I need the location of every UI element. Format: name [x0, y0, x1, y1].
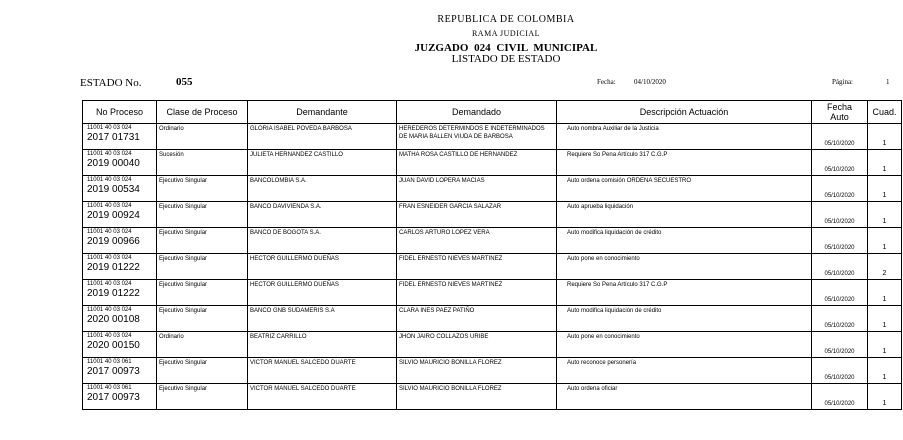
table-row [83, 176, 902, 202]
cuad-cell: 1 [868, 384, 902, 410]
actuacion-cell: Auto modifica liquidación de crédito [557, 306, 812, 332]
demandado-cell: CARLOS ARTURO LOPEZ VERA [397, 228, 557, 254]
cuad-cell: 1 [868, 280, 902, 306]
table-row [83, 358, 902, 384]
proceso-numero: 2017 00973 [87, 366, 140, 377]
col-descripcion-header: Descripción Actuación [557, 101, 812, 124]
clase-cell: Ejecutivo Singular [157, 176, 248, 202]
header-listado: LISTADO DE ESTADO [451, 53, 561, 65]
demandante-cell: BANCOLOMBIA S.A. [248, 176, 397, 202]
proceso-numero: 2019 00040 [87, 158, 140, 169]
col-fecha-auto-header: Fecha Auto [812, 101, 868, 124]
header-rama: RAMA JUDICIAL [471, 29, 541, 38]
demandante-cell: BANCO GNB SUDAMERIS S.A [248, 306, 397, 332]
demandante-cell: VICTOR MANUEL SALCEDO DUARTE [248, 358, 397, 384]
col-no-proceso-header: No Proceso [83, 101, 157, 124]
proceso-cell [83, 384, 157, 410]
table-row [83, 332, 902, 358]
demandante-cell: GLORIA ISABEL POVEDA BARBOSA [248, 124, 397, 150]
proceso-numero: 2019 01222 [87, 262, 140, 273]
radicado: 11001 40 03 024 [87, 307, 132, 313]
actuacion-cell: Requiere So Pena Artículo 317 C.G.P [557, 150, 812, 176]
radicado: 11001 40 03 024 [87, 281, 132, 287]
actuacion-cell: Auto ordena oficiar [557, 384, 812, 410]
demandado-cell: FIDEL ERNESTO NIEVES MARTINEZ [397, 254, 557, 280]
proceso-numero: 2019 00534 [87, 184, 140, 195]
fecha-auto-cell: 05/10/2020 [812, 228, 868, 254]
fecha-auto-cell: 05/10/2020 [812, 306, 868, 332]
actuacion-cell: Auto reconoce personería [557, 358, 812, 384]
table-row [83, 124, 902, 150]
demandado-cell: SILVIO MAURICIO BONILLA FLOREZ [397, 384, 557, 410]
table-row [83, 150, 902, 176]
proceso-cell [83, 332, 157, 358]
cuad-cell: 1 [868, 358, 902, 384]
radicado: 11001 40 03 061 [87, 385, 132, 391]
actuacion-cell: Auto aprueba liquidación [557, 202, 812, 228]
fecha-auto-cell: 05/10/2020 [812, 332, 868, 358]
proceso-cell [83, 280, 157, 306]
estado-label: ESTADO No. [80, 77, 142, 89]
proceso-cell [83, 202, 157, 228]
table-row [83, 254, 902, 280]
cuad-cell: 1 [868, 306, 902, 332]
proceso-numero: 2019 00924 [87, 210, 140, 221]
col-demandante-header: Demandante [248, 101, 397, 124]
pagina-label: Página: [832, 78, 853, 86]
clase-cell: Sucesión [157, 150, 248, 176]
proceso-numero: 2020 00150 [87, 340, 140, 351]
proceso-cell [83, 228, 157, 254]
clase-cell: Ejecutivo Singular [157, 202, 248, 228]
radicado: 11001 40 03 024 [87, 151, 132, 157]
col-clase-proceso-header: Clase de Proceso [157, 101, 248, 124]
header-juzgado: JUZGADO 024 CIVIL MUNICIPAL [414, 42, 598, 54]
cuad-cell: 1 [868, 332, 902, 358]
demandado-cell: JHON JAIRO COLLAZOS URIBE [397, 332, 557, 358]
estado-table [82, 100, 902, 410]
table-row [83, 202, 902, 228]
col-demandado-header: Demandado [397, 101, 557, 124]
fecha-label: Fecha: [597, 78, 616, 86]
fecha-auto-cell: 05/10/2020 [812, 124, 868, 150]
cuad-cell: 1 [868, 202, 902, 228]
table-row [83, 280, 902, 306]
demandado-cell: MATHA ROSA CASTILLO DE HERNANDEZ [397, 150, 557, 176]
actuacion-cell: Requiere So Pena Artículo 317 C.G.P [557, 280, 812, 306]
demandado-cell: HEREDEROS DETERMINDOS E INDETERMINADOS DE MARIA BALLEN VIUDA DE BARBOSA [397, 124, 557, 150]
radicado: 11001 40 03 061 [87, 359, 132, 365]
fecha-auto-cell: 05/10/2020 [812, 254, 868, 280]
proceso-cell [83, 358, 157, 384]
col-cuad-header: Cuad. [868, 101, 902, 124]
radicado: 11001 40 03 024 [87, 255, 132, 261]
fecha-value: 04/10/2020 [634, 78, 666, 86]
cuad-cell: 1 [868, 150, 902, 176]
radicado: 11001 40 03 024 [87, 333, 132, 339]
table-row [83, 384, 902, 410]
fecha-auto-cell: 05/10/2020 [812, 176, 868, 202]
cuad-cell: 1 [868, 228, 902, 254]
radicado: 11001 40 03 024 [87, 177, 132, 183]
demandante-cell: HECTOR GUILLERMO DUEÑAS [248, 280, 397, 306]
clase-cell: Ordinario [157, 332, 248, 358]
demandante-cell: HECTOR GUILLERMO DUEÑAS [248, 254, 397, 280]
radicado: 11001 40 03 024 [87, 229, 132, 235]
demandado-cell: FRAN ESNEIDER GARCIA SALAZAR [397, 202, 557, 228]
demandante-cell: BANCO DE BOGOTA S.A. [248, 228, 397, 254]
proceso-numero: 2017 01731 [87, 132, 140, 143]
demandado-cell: SILVIO MAURICIO BONILLA FLOREZ [397, 358, 557, 384]
demandante-cell: BEATRIZ CARRILLO [248, 332, 397, 358]
radicado: 11001 40 03 024 [87, 125, 132, 131]
fecha-auto-cell: 05/10/2020 [812, 280, 868, 306]
actuacion-cell: Auto ordena comisión ORDENA SECUESTRO [557, 176, 812, 202]
table-header-row [83, 101, 902, 124]
table-row [83, 306, 902, 332]
cuad-cell: 1 [868, 176, 902, 202]
proceso-numero: 2017 00973 [87, 392, 140, 403]
demandante-cell: BANCO DAVIVIENDA S.A. [248, 202, 397, 228]
actuacion-cell: Auto pone en conocimiento [557, 254, 812, 280]
actuacion-cell: Auto nombra Auxiliar de la Justicia [557, 124, 812, 150]
fecha-auto-cell: 05/10/2020 [812, 150, 868, 176]
demandante-cell: VICTOR MANUEL SALCEDO DUARTE [248, 384, 397, 410]
proceso-cell [83, 150, 157, 176]
actuacion-cell: Auto pone en conocimiento [557, 332, 812, 358]
cuad-cell: 1 [868, 124, 902, 150]
demandado-cell: JUAN DAVID LOPERA MACIAS [397, 176, 557, 202]
table-body [83, 124, 902, 410]
clase-cell: Ejecutivo Singular [157, 358, 248, 384]
fecha-auto-cell: 05/10/2020 [812, 358, 868, 384]
fecha-auto-cell: 05/10/2020 [812, 384, 868, 410]
header-republic: REPUBLICA DE COLOMBIA [437, 14, 575, 25]
clase-cell: Ejecutivo Singular [157, 228, 248, 254]
radicado: 11001 40 03 024 [87, 203, 132, 209]
clase-cell: Ejecutivo Singular [157, 254, 248, 280]
demandado-cell: FIDEL ERNESTO NIEVES MARTINEZ [397, 280, 557, 306]
actuacion-cell: Auto modifica liquidación de crédito [557, 228, 812, 254]
clase-cell: Ejecutivo Singular [157, 306, 248, 332]
proceso-cell [83, 176, 157, 202]
proceso-numero: 2020 00108 [87, 314, 140, 325]
proceso-cell [83, 124, 157, 150]
clase-cell: Ejecutivo Singular [157, 384, 248, 410]
table-row [83, 228, 902, 254]
fecha-auto-cell: 05/10/2020 [812, 202, 868, 228]
clase-cell: Ejecutivo Singular [157, 280, 248, 306]
estado-number: 055 [176, 76, 193, 88]
clase-cell: Ordinario [157, 124, 248, 150]
proceso-cell [83, 254, 157, 280]
demandado-cell: CLARA INES PAEZ PATIÑO [397, 306, 557, 332]
cuad-cell: 2 [868, 254, 902, 280]
proceso-cell [83, 306, 157, 332]
demandante-cell: JULIETA HERNANDEZ CASTILLO [248, 150, 397, 176]
proceso-numero: 2019 01222 [87, 288, 140, 299]
pagina-value: 1 [886, 78, 890, 86]
proceso-numero: 2019 00966 [87, 236, 140, 247]
